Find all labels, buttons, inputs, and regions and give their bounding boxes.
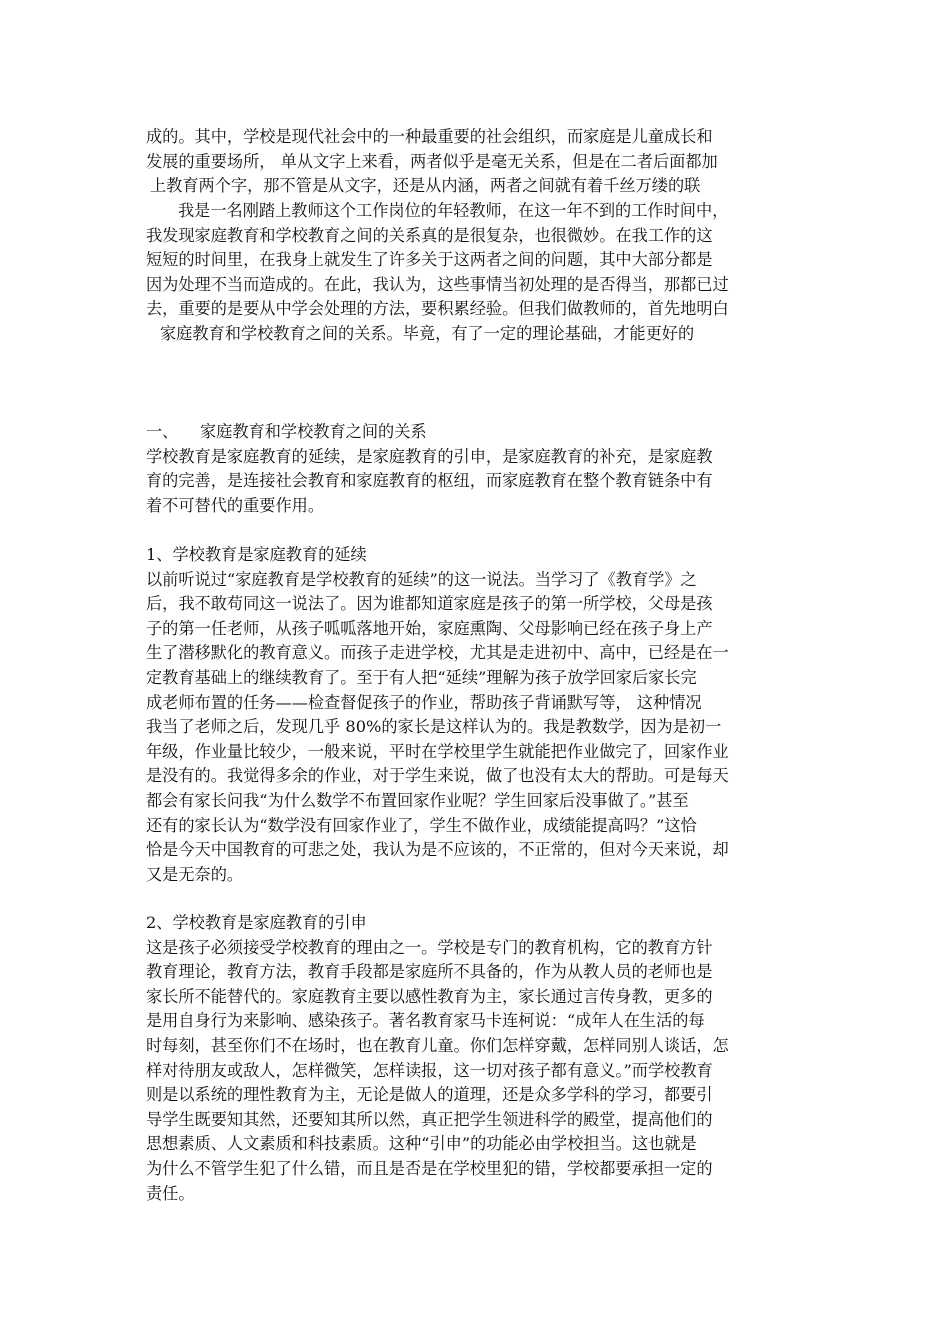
subsection-two — [146, 911, 826, 1206]
text-line: 恰是今天中国教育的可悲之处，我认为是不应该的，不正常的，但对今天来说，却 — [146, 840, 729, 860]
section-number: 一、 — [146, 422, 179, 441]
text-line: 以前听说过“家庭教育是学校教育的延续”的这一说法。当学习了《教育学》之 — [146, 569, 697, 589]
text-line: 成的。其中，学校是现代社会中的一种最重要的社会组织，而家庭是儿童成长和 — [146, 127, 713, 146]
text-line: 发展的重要场所， 单从文字上来看，两者似乎是毫无关系，但是在二者后面都加 — [146, 151, 718, 171]
text-line: 都会有家长问我“为什么数学不布置回家作业呢？学生回家后没事做了。”甚至 — [146, 790, 689, 810]
section-one — [146, 420, 826, 518]
text-line: 我当了老师之后，发现几乎 80%的家长是这样认为的。我是教数学，因为是初一 — [146, 717, 722, 737]
text-line: 育的完善，是连接社会教育和家庭教育的枢纽，而家庭教育在整个教育链条中有 — [146, 471, 713, 491]
text-line: 因为处理不当而造成的。在此，我认为，这些事情当初处理的是否得当，那都已过 — [146, 274, 729, 294]
text-line: 思想素质、人文素质和科技素质。这种“引申”的功能必由学校担当。这也就是 — [146, 1134, 697, 1154]
text-line: 为什么不管学生犯了什么错，而且是否是在学校里犯的错，学校都要承担一定的 — [146, 1158, 713, 1178]
text-line: 去，重要的是要从中学会处理的方法，要积累经验。但我们做教师的，首先地明白 — [146, 299, 729, 319]
text-line: 是没有的。我觉得多余的作业，对于学生来说，做了也没有太大的帮助。可是每天 — [146, 766, 729, 786]
text-line: 样对待朋友或敌人，怎样微笑，怎样读报，这一切对孩子都有意义。”而学校教育 — [146, 1060, 713, 1080]
section-title: 家庭教育和学校教育之间的关系 — [200, 422, 427, 441]
text-line: 又是无奈的。 — [146, 864, 244, 884]
text-line: 则是以系统的理性教育为主，无论是做人的道理，还是众多学科的学习，都要引 — [146, 1085, 713, 1105]
teacher-paragraph — [146, 199, 826, 347]
text-line: 子的第一任老师，从孩子呱呱落地开始，家庭熏陶、父母影响已经在孩子身上产 — [146, 618, 713, 638]
subsection-title: 1、学校教育是家庭教育的延续 — [146, 545, 367, 564]
text-line: 导学生既要知其然，还要知其所以然，真正把学生领进科学的殿堂，提高他们的 — [146, 1109, 713, 1129]
text-line: 年级，作业量比较少，一般来说，平时在学校里学生就能把作业做完了，回家作业 — [146, 741, 729, 761]
text-line: 成老师布置的任务——检查督促孩子的作业，帮助孩子背诵默写等， 这种情况 — [146, 692, 702, 712]
text-line: 家长所不能替代的。家庭教育主要以感性教育为主，家长通过言传身教，更多的 — [146, 986, 713, 1006]
section-heading — [146, 420, 826, 445]
text-line: 短短的时间里，在我身上就发生了许多关于这两者之间的问题，其中大部分都是 — [146, 250, 713, 270]
text-line: 我是一名刚踏上教师这个工作岗位的年轻教师，在这一年不到的工作时间中， — [178, 201, 729, 220]
text-line: 定教育基础上的继续教育了。至于有人把“延续”理解为孩子放学回家后家长完 — [146, 667, 697, 687]
text-line: 责任。 — [146, 1183, 195, 1203]
text-line: 着不可替代的重要作用。 — [146, 495, 325, 515]
text-line: 后，我不敢苟同这一说法了。因为谁都知道家庭是孩子的第一所学校，父母是孩 — [146, 594, 713, 614]
text-line: 上教育两个字，那不管是从文字，还是从内涵，两者之间就有着千丝万缕的联 — [150, 176, 701, 196]
text-line: 还有的家长认为“数学没有回家作业了，学生不做作业，成绩能提高吗？”这恰 — [146, 815, 697, 835]
text-line: 教育理论，教育方法，教育手段都是家庭所不具备的，作为从教人员的老师也是 — [146, 962, 713, 982]
intro-paragraph — [146, 125, 826, 199]
text-line: 时每刻，甚至你们不在场时，也在教育儿童。你们怎样穿戴，怎样同别人谈话，怎 — [146, 1035, 729, 1055]
subsection-one — [146, 543, 826, 887]
text-line: 家庭教育和学校教育之间的关系。毕竟，有了一定的理论基础，才能更好的 — [160, 323, 695, 343]
text-line: 是用自身行为来影响、感染孩子。著名教育家马卡连柯说：“成年人在生活的每 — [146, 1011, 705, 1031]
text-line: 我发现家庭教育和学校教育之间的关系真的是很复杂，也很微妙。在我工作的这 — [146, 225, 713, 245]
text-line: 生了潜移默化的教育意义。而孩子走进学校，尤其是走进初中、高中，已经是在一 — [146, 643, 729, 663]
text-line: 学校教育是家庭教育的延续，是家庭教育的引申，是家庭教育的补充，是家庭教 — [146, 446, 713, 466]
text-line: 这是孩子必须接受学校教育的理由之一。学校是专门的教育机构，它的教育方针 — [146, 937, 713, 957]
subsection-title: 2、学校教育是家庭教育的引申 — [146, 913, 367, 932]
